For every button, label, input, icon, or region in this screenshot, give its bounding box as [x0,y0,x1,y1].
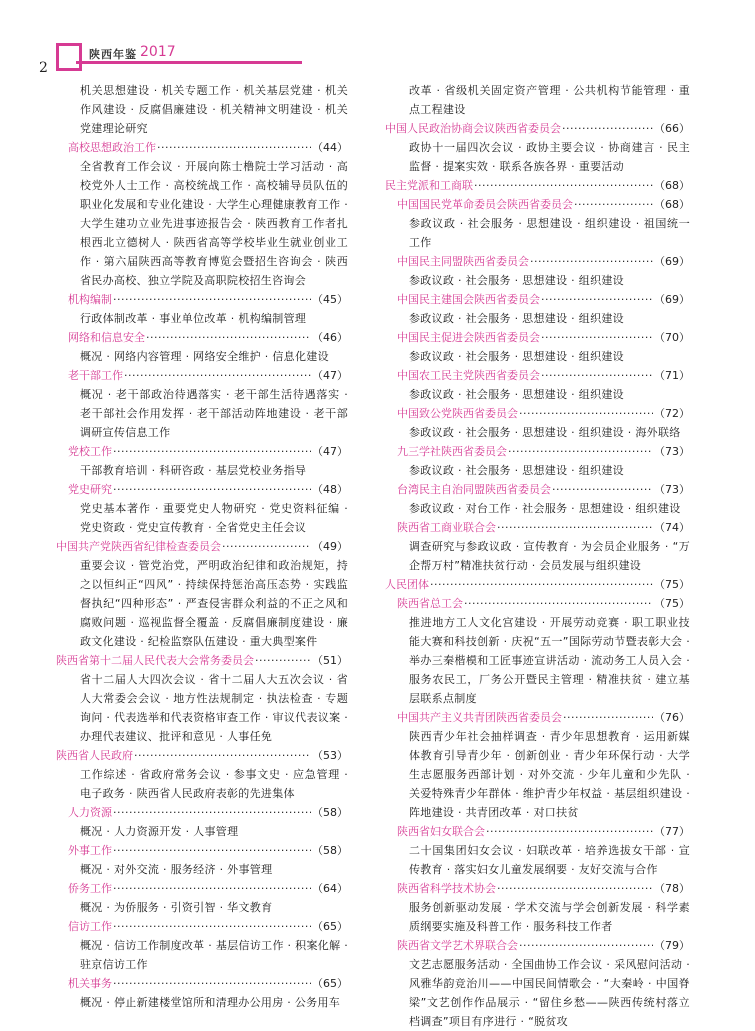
toc-summary: 机关思想建设 · 机关专题工作 · 机关基层党建 · 机关作风建设 · 反腐倡廉建设 · 机关精神文明建设 · 机关党建理论研究 [80,84,348,135]
toc-heading-row[interactable] [385,119,690,138]
dot-leader [486,822,653,841]
toc-heading-title: 党校工作 [68,445,112,458]
toc-summary: 概况 · 对外交流 · 服务经济 · 外事管理 [80,863,273,876]
toc-heading-title: 陕西省人民政府 [56,749,133,762]
header-rule [76,61,302,64]
dot-leader [563,708,653,727]
toc-page-number: （66） [654,122,690,135]
toc-page-number: （45） [312,293,348,306]
toc-heading-title: 侨务工作 [68,882,112,895]
dot-leader [255,651,311,670]
toc-summary: 参政议政 · 社会服务 · 思想建设 · 组织建设 [409,464,624,477]
toc-summary: 参政议政 · 社会服务 · 思想建设 · 组织建设 · 海外联络 [409,426,681,439]
toc-heading-title: 九三学社陕西省委员会 [397,445,507,458]
dot-leader [497,518,653,537]
toc-heading-title: 中国国民党革命委员会陕西省委员会 [397,198,573,211]
toc-heading-row[interactable] [385,594,690,613]
toc-summary: 概况 · 网络内容管理 · 网络安全维护 · 信息化建设 [80,350,329,363]
toc-page-number: （75） [654,597,690,610]
dot-leader [430,575,653,594]
toc-page-number: （68） [654,198,690,211]
toc-summary: 政协十一届四次会议 · 政协主要会议 · 协商建言 · 民主监督 · 提案实效 · 联系各族各界 · 重要活动 [409,141,690,173]
toc-heading-title: 中国共产党陕西省纪律检查委员会 [56,540,221,553]
toc-heading-row[interactable] [385,176,690,195]
toc-summary: 服务创新驱动发展 · 学术交流与学会创新发展 · 科学素质纲要实施及科普工作 · 服务科技工作者 [409,901,690,933]
toc-page-number: （65） [312,977,348,990]
toc-summary: 省十二届人大四次会议 · 省十二届人大五次会议 · 省人大常委会会议 · 地方性法规制定 · 执法检查 · 专题询问 · 代表选举和代表资格审查工作 · 审议代表议案 · 办理代表建议、批评和意见 · 人事任免 [80,673,348,743]
toc-heading-row[interactable] [385,252,690,271]
toc-summary: 陕西青少年社会抽样调查 · 青少年思想教育 · 运用新媒体教育引导青少年 · 创新创业 · 青少年环保行动 · 大学生志愿服务西部计划 · 对外交流 · 少年儿童和少先队 · 关爱特殊青少年群体 · 维护青少年权益 · 基层组织建设 · 阵地建设 · 共青团改革 · 对口扶贫 [409,730,690,819]
toc-heading-row[interactable] [385,442,690,461]
toc-summary: 参政议政 · 社会服务 · 思想建设 · 组织建设 · 祖国统一工作 [409,217,690,249]
toc-heading-title: 中国农工民主党陕西省委员会 [397,369,540,382]
toc-page-number: （64） [312,882,348,895]
toc-heading-row[interactable] [56,442,348,461]
toc-heading-title: 陕西省科学技术协会 [397,882,496,895]
toc-page-number: （58） [312,844,348,857]
toc-page-number: （69） [654,293,690,306]
toc-heading-row[interactable] [385,708,690,727]
dot-leader [541,290,653,309]
toc-right-column [385,81,690,1031]
toc-heading-title: 中国致公党陕西省委员会 [397,407,518,420]
toc-heading-row[interactable] [385,480,690,499]
toc-heading-title: 中国民主促进会陕西省委员会 [397,331,540,344]
toc-summary: 行政体制改革 · 事业单位改革 · 机构编制管理 [80,312,307,325]
toc-summary: 概况 · 停止新建楼堂馆所和清理办公用房 · 公务用车 [80,996,341,1009]
toc-heading-row[interactable] [385,936,690,955]
dot-leader [474,176,653,195]
toc-heading-title: 陕西省第十二届人民代表大会常务委员会 [56,654,254,667]
toc-page-number: （51） [312,654,348,667]
toc-heading-row[interactable] [385,575,690,594]
toc-page-number: （77） [654,825,690,838]
toc-heading-title: 陕西省妇女联合会 [397,825,485,838]
toc-heading-title: 高校思想政治工作 [68,141,156,154]
toc-heading-title: 机关事务 [68,977,112,990]
toc-heading-row[interactable] [385,290,690,309]
dot-leader [113,290,311,309]
toc-heading-row[interactable] [385,822,690,841]
dot-leader [134,746,311,765]
dot-leader [113,480,311,499]
toc-heading-title: 中国共产主义共青团陕西省委员会 [397,711,562,724]
toc-summary: 文艺志愿服务活动 · 全国曲协工作会议 · 采风慰问活动 · 风雅华韵竞治川——中国民间情歌会 · “大秦岭 · 中国脊梁”文艺创作作品展示 · “留住乡愁——陕西传统村落立档调查”项目有序进行 · “脱贫攻 [409,958,690,1028]
toc-summary: 参政议政 · 对台工作 · 社会服务 · 思想建设 · 组织建设 [409,502,681,515]
dot-leader [113,442,311,461]
toc-summary: 二十国集团妇女会议 · 妇联改革 · 培养选拔女干部 · 宣传教育 · 落实妇女儿童发展纲要 · 友好交流与合作 [409,844,690,876]
toc-summary: 干部教育培训 · 科研咨政 · 基层党校业务指导 [80,464,307,477]
toc-page-number: （48） [312,483,348,496]
toc-heading-row[interactable] [385,195,690,214]
toc-heading-title: 网络和信息安全 [68,331,145,344]
toc-summary: 参政议政 · 社会服务 · 思想建设 · 组织建设 [409,388,624,401]
toc-page-number: （68） [654,179,690,192]
dot-leader [113,879,311,898]
toc-summary: 重要会议 · 管党治党，严明政治纪律和政治规矩，持之以恒纠正“四风” · 持续保持惩治高压态势 · 实践监督执纪“四种形态” · 严查侵害群众利益的不正之风和腐败问题 · 巡视监督全覆盖 · 反腐倡廉制度建设 · 廉政文化建设 · 纪检监察队伍建设 · 重大典型案件 [80,559,348,648]
toc-summary: 参政议政 · 社会服务 · 思想建设 · 组织建设 [409,350,624,363]
toc-page-number: （79） [654,939,690,952]
toc-heading-title: 台湾民主自治同盟陕西省委员会 [397,483,551,496]
toc-heading-row[interactable] [385,518,690,537]
toc-heading-title: 陕西省文学艺术界联合会 [397,939,518,952]
toc-left-column [56,81,348,1012]
toc-heading-title: 老干部工作 [68,369,123,382]
dot-leader [552,480,653,499]
toc-heading-title: 信访工作 [68,920,112,933]
toc-page-number: （53） [312,749,348,762]
toc-heading-row[interactable] [56,803,348,822]
toc-heading-title: 陕西省工商业联合会 [397,521,496,534]
toc-heading-row[interactable] [56,651,348,670]
dot-leader [146,328,311,347]
toc-page-number: （76） [654,711,690,724]
toc-heading-row[interactable] [56,841,348,860]
toc-summary: 参政议政 · 社会服务 · 思想建设 · 组织建设 [409,312,624,325]
toc-summary: 工作综述 · 省政府常务会议 · 参事文史 · 应急管理 · 电子政务 · 陕西省人民政府表彰的先进集体 [80,768,348,800]
toc-heading-title: 中国民主同盟陕西省委员会 [397,255,529,268]
toc-heading-row[interactable] [56,138,348,157]
toc-page-number: （49） [312,540,348,553]
toc-heading-title: 党史研究 [68,483,112,496]
toc-page-number: （72） [654,407,690,420]
toc-page-number: （65） [312,920,348,933]
dot-leader [519,936,653,955]
toc-page-number: （47） [312,369,348,382]
dot-leader [222,537,311,556]
toc-heading-title: 人力资源 [68,806,112,819]
dot-leader [113,974,311,993]
dot-leader [574,195,653,214]
toc-summary: 概况 · 人力资源开发 · 人事管理 [80,825,239,838]
dot-leader [530,252,653,271]
toc-heading-title: 陕西省总工会 [397,597,463,610]
toc-page-number: （69） [654,255,690,268]
toc-heading-row[interactable] [385,366,690,385]
dot-leader [464,594,653,613]
toc-summary: 概况 · 为侨服务 · 引资引智 · 华文教育 [80,901,273,914]
header-year: 2017 [140,44,176,60]
dot-leader [113,841,311,860]
toc-summary: 参政议政 · 社会服务 · 思想建设 · 组织建设 [409,274,624,287]
dot-leader [113,803,311,822]
toc-page-number: （74） [654,521,690,534]
header-book-title: 陕西年鉴 [89,48,137,61]
toc-heading-row[interactable] [385,328,690,347]
toc-page-number: （71） [654,369,690,382]
toc-page-number: （70） [654,331,690,344]
toc-heading-row[interactable] [56,879,348,898]
dot-leader [124,366,311,385]
toc-heading-title: 中国人民政治协商会议陕西省委员会 [385,122,561,135]
toc-page-number: （58） [312,806,348,819]
dot-leader [562,119,653,138]
toc-summary: 改革 · 省级机关固定资产管理 · 公共机构节能管理 · 重点工程建设 [409,84,690,116]
toc-page-number: （46） [312,331,348,344]
toc-summary: 党史基本著作 · 重要党史人物研究 · 党史资料征编 · 党史资政 · 党史宣传教育 · 全省党史主任会议 [80,502,348,534]
dot-leader [497,879,653,898]
toc-page-number: （47） [312,445,348,458]
toc-summary: 推进地方工人文化宫建设 · 开展劳动竞赛 · 职工职业技能大赛和科技创新 · 庆祝“五一”国际劳动节暨表彰大会 · 举办三秦楷模和工匠事迹宣讲活动 · 流动务工人员入会 · 服务农民工，厂务公开暨民主管理 · 精准扶贫 · 建立基层联系点制度 [409,616,690,705]
toc-summary: 调查研究与参政议政 · 宣传教育 · 为会员企业服务 · “万企帮万村”精准扶贫行动 · 会员发展与组织建设 [409,540,690,572]
toc-page-number: （75） [654,578,690,591]
toc-heading-row[interactable] [385,879,690,898]
toc-summary: 概况 · 信访工作制度改革 · 基层信访工作 · 积案化解 · 驻京信访工作 [80,939,348,971]
toc-summary: 概况 · 老干部政治待遇落实 · 老干部生活待遇落实 · 老干部社会作用发挥 · 老干部活动阵地建设 · 老干部调研宣传信息工作 [80,388,348,439]
toc-heading-row[interactable] [56,480,348,499]
toc-heading-row[interactable] [56,746,348,765]
dot-leader [157,138,311,157]
toc-heading-row[interactable] [56,366,348,385]
toc-heading-title: 民主党派和工商联 [385,179,473,192]
toc-heading-row[interactable] [56,974,348,993]
page-number: 2 [39,60,48,76]
toc-heading-row[interactable] [56,917,348,936]
toc-heading-row[interactable] [56,537,348,556]
toc-heading-title: 人民团体 [385,578,429,591]
dot-leader [541,328,653,347]
toc-page-number: （73） [654,445,690,458]
toc-heading-row[interactable] [56,290,348,309]
toc-heading-row[interactable] [385,404,690,423]
dot-leader [541,366,653,385]
toc-page-number: （44） [312,141,348,154]
toc-heading-title: 中国民主建国会陕西省委员会 [397,293,540,306]
toc-heading-title: 机构编制 [68,293,112,306]
toc-page-number: （78） [654,882,690,895]
toc-page-number: （73） [654,483,690,496]
toc-summary: 全省教育工作会议 · 开展向陈士橹院士学习活动 · 高校党外人士工作 · 高校统战工作 · 高校辅导员队伍的职业化发展和专业化建设 · 大学生心理健康教育工作 · 大学生建功立业先进事迹报告会 · 陕西教育工作者扎根西北立德树人 · 陕西省高等学校毕业生就业创业工作 · 第六届陕西高等教育博览会暨招生咨询会 · 陕西省民办高校、独立学院及高职院校招生咨询会 [80,160,348,287]
dot-leader [113,917,311,936]
toc-heading-title: 外事工作 [68,844,112,857]
dot-leader [519,404,653,423]
header-logo-box [56,43,82,71]
toc-heading-row[interactable] [56,328,348,347]
dot-leader [508,442,653,461]
